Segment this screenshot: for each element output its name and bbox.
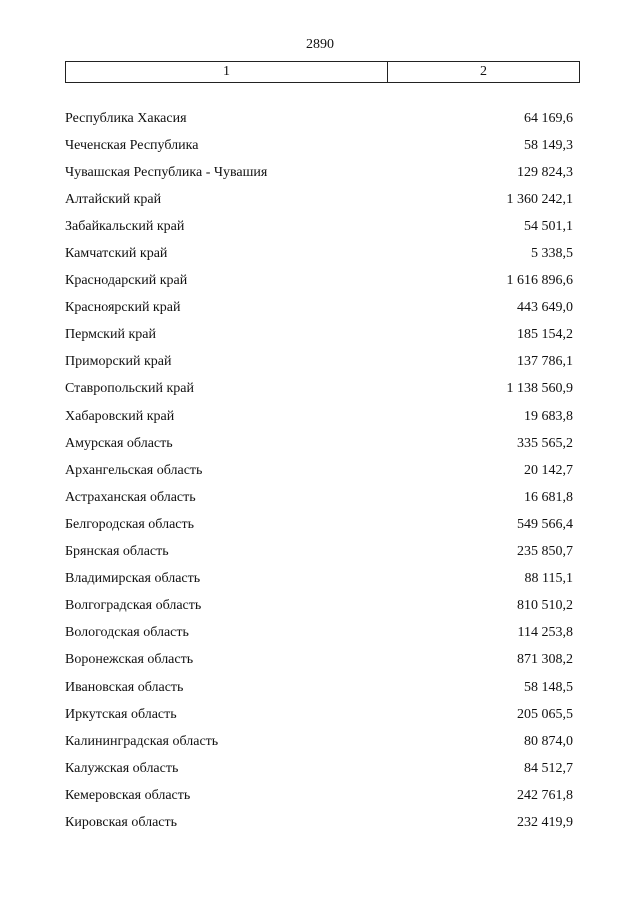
region-name: Хабаровский край	[65, 408, 175, 424]
region-name: Вологодская область	[65, 625, 189, 641]
region-value: 58 148,5	[524, 679, 573, 695]
table-row	[65, 132, 573, 159]
region-name: Кемеровская область	[65, 787, 191, 803]
table-row	[65, 755, 573, 782]
region-value: 205 065,5	[517, 706, 573, 722]
table-row	[65, 322, 573, 349]
table-row	[65, 620, 573, 647]
region-value: 64 169,6	[524, 110, 573, 126]
table-row	[65, 349, 573, 376]
region-value: 88 115,1	[524, 571, 573, 587]
region-value: 235 850,7	[517, 544, 573, 560]
region-name: Забайкальский край	[65, 218, 185, 234]
region-name: Краснодарский край	[65, 273, 188, 289]
region-value: 242 761,8	[517, 787, 573, 803]
region-name: Республика Хакасия	[65, 110, 187, 126]
region-name: Белгородская область	[65, 516, 195, 532]
region-value: 58 149,3	[524, 137, 573, 153]
region-value: 871 308,2	[517, 652, 573, 668]
table-row	[65, 295, 573, 322]
table-row	[65, 213, 573, 240]
region-table-body	[65, 105, 573, 837]
region-value: 5 338,5	[531, 246, 573, 262]
table-row	[65, 105, 573, 132]
column-header-2: 2	[480, 64, 487, 79]
table-row	[65, 511, 573, 538]
region-value: 20 142,7	[524, 462, 573, 478]
column-header-table	[65, 61, 580, 83]
table-row	[65, 782, 573, 809]
page-number: 2890	[306, 37, 334, 52]
region-name: Красноярский край	[65, 300, 181, 316]
region-name: Приморский край	[65, 354, 172, 370]
region-name: Ставропольский край	[65, 381, 194, 397]
region-value: 549 566,4	[517, 516, 573, 532]
region-name: Астраханская область	[65, 489, 196, 505]
table-row	[65, 403, 573, 430]
table-row	[65, 430, 573, 457]
table-row	[65, 566, 573, 593]
table-row	[65, 268, 573, 295]
region-name: Воронежская область	[65, 652, 194, 668]
region-name: Архангельская область	[65, 462, 203, 478]
region-name: Алтайский край	[65, 191, 162, 207]
region-value: 1 138 560,9	[506, 381, 573, 397]
table-row	[65, 539, 573, 566]
table-row	[65, 240, 573, 267]
region-name: Калужская область	[65, 760, 179, 776]
region-name: Калининградская область	[65, 733, 219, 749]
region-name: Волгоградская область	[65, 598, 202, 614]
region-value: 114 253,8	[517, 625, 573, 641]
region-value: 443 649,0	[517, 300, 573, 316]
region-value: 1 616 896,6	[506, 273, 573, 289]
region-value: 84 512,7	[524, 760, 573, 776]
region-value: 232 419,9	[517, 814, 573, 830]
region-name: Ивановская область	[65, 679, 184, 695]
region-value: 16 681,8	[524, 489, 573, 505]
table-row	[65, 593, 573, 620]
table-row	[65, 186, 573, 213]
table-row	[65, 376, 573, 403]
table-row	[65, 647, 573, 674]
region-value: 335 565,2	[517, 435, 573, 451]
region-value: 19 683,8	[524, 408, 573, 424]
table-row	[65, 701, 573, 728]
region-value: 185 154,2	[517, 327, 573, 343]
region-value: 129 824,3	[517, 164, 573, 180]
table-row	[65, 159, 573, 186]
region-value: 810 510,2	[517, 598, 573, 614]
region-name: Иркутская область	[65, 706, 177, 722]
region-value: 80 874,0	[524, 733, 573, 749]
region-name: Брянская область	[65, 544, 169, 560]
region-name: Амурская область	[65, 435, 173, 451]
region-value: 1 360 242,1	[506, 191, 573, 207]
region-name: Владимирская область	[65, 571, 201, 587]
table-row	[65, 457, 573, 484]
table-row	[65, 484, 573, 511]
region-name: Кировская область	[65, 814, 178, 830]
table-row	[65, 809, 573, 836]
region-value: 54 501,1	[524, 218, 573, 234]
region-name: Чувашская Республика - Чувашия	[65, 164, 268, 180]
region-name: Камчатский край	[65, 246, 168, 262]
column-header-1: 1	[66, 62, 388, 82]
table-row	[65, 728, 573, 755]
region-value: 137 786,1	[517, 354, 573, 370]
region-name: Пермский край	[65, 327, 156, 343]
region-name: Чеченская Республика	[65, 137, 199, 153]
table-row	[65, 674, 573, 701]
